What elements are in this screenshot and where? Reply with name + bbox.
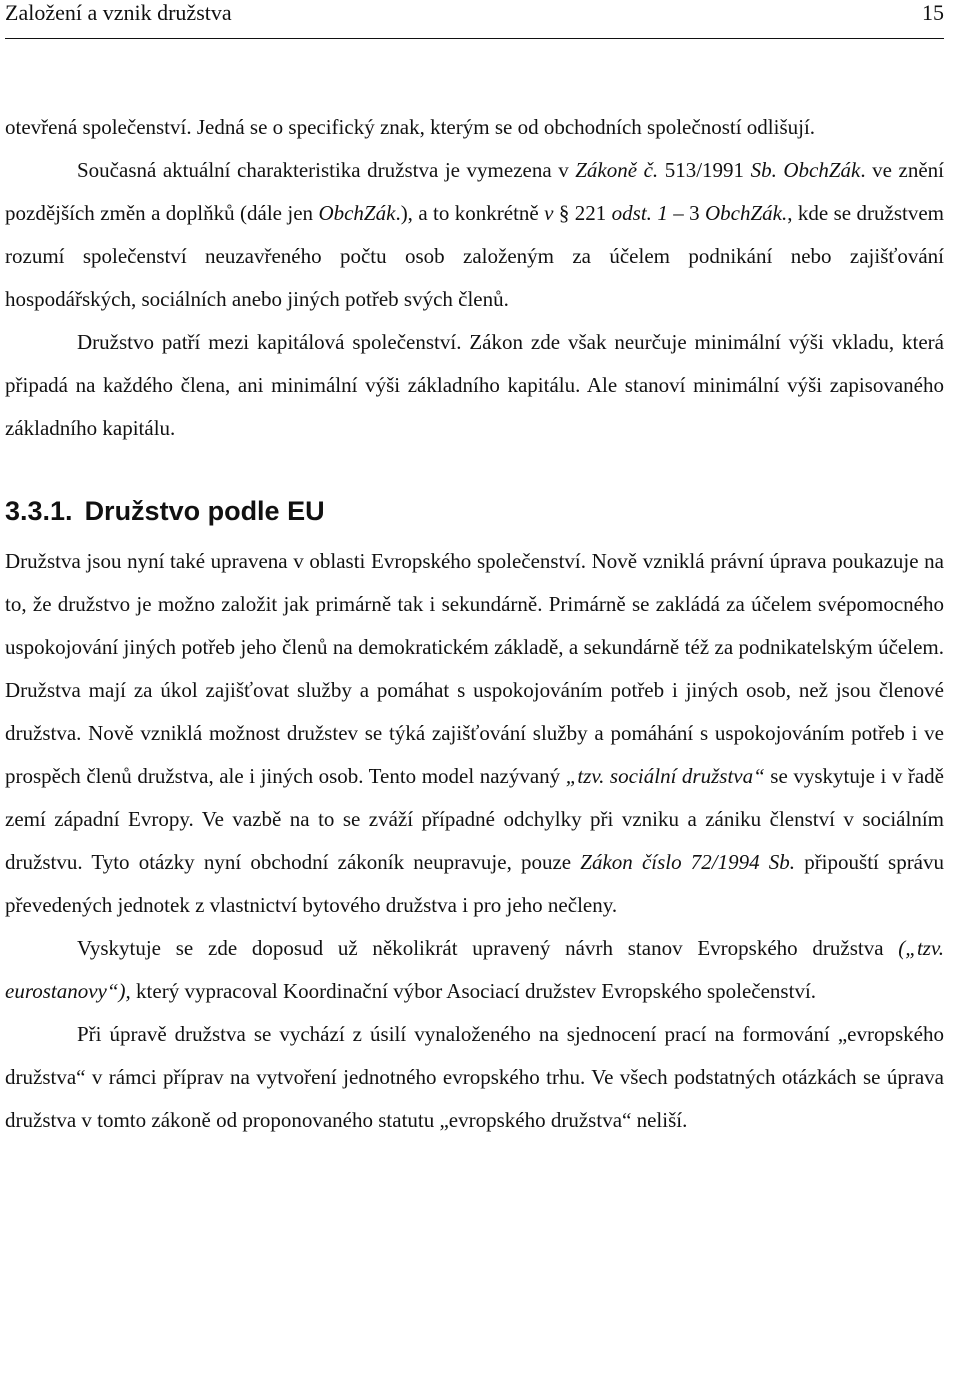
header-divider [5,38,944,39]
section-number: 3.3.1. [5,496,73,526]
paragraph-2 [5,149,944,321]
paragraph-4 [5,540,944,927]
p4-socialni-druzstva: „tzv. sociální družstva“ [565,764,765,788]
p4-text-e: připouští správu převedených jednotek z vlastnictví bytového družstva i pro jeho nečleny. [5,850,945,917]
p5-text-a: Vyskytuje se zde doposud už několikrát upravený návrh stanov Evropského družstva [77,936,899,960]
running-header [5,0,944,26]
p2-text-m: , kde se družstvem rozumí společenství neuzavřeného počtu osob založeným za účelem podnikání nebo zajišťování hospodářských, sociálních anebo jiných potřeb svých členů. [5,201,944,311]
p2-zakone: Zákoně č. [575,158,659,182]
p2-sb-obchzak: Sb. ObchZák [750,158,861,182]
p2-obchzak: ObchZák [318,201,396,225]
paragraph-1: otevřená společenství. Jedná se o specifický znak, kterým se od obchodních společností odlišují. [5,115,816,139]
p5-text-c: který vypracoval Koordinační výbor Asociací družstev Evropského společenství. [130,979,817,1003]
p4-zakon-72: Zákon číslo 72/1994 Sb. [580,850,796,874]
p2-paragraph-ref: § 221 [553,201,612,225]
p2-text-a: Současná aktuální charakteristika družstva je vymezena v [77,158,576,182]
paragraph-5 [5,927,944,1013]
p2-text-c: 513/1991 [658,158,751,182]
section-title: Družstvo podle EU [84,496,325,526]
p5-eurostanovy: („tzv. eurostanovy“), [5,936,944,1003]
p2-text-g: .), a to konkrétně [395,201,545,225]
p2-three: 3 [689,201,700,225]
p4-text-a: Družstva jsou nyní také upravena v oblasti Evropského společenství. Nově vzniklá právní úprava poukazuje na to, že družstvo je možno založit jak primárně tak i sekundárně. Primárně se zakládá za účelem svépomocného uspokojování jiných potřeb jeho členů na demokratickém základě, a sekundárně též za podnikatelským účelem. Družstva mají za úkol zajišťovat služby a pomáhat s uspokojováním potřeb i jiných osob, než jsou členové družstva. Nově vzniklá možnost družstev se týká zajišťování služby a pomáhání s uspokojováním potřeb i ve prospěch členů družstva, ale i jiných osob. Tento model nazývaný [5,549,944,788]
page-content [5,106,944,1142]
p2-v: v [544,201,554,225]
p2-text-e: . ve znění pozdějších změn a doplňků (dále jen [5,158,944,225]
p4-text-c: se vyskytuje i v řadě zemí západní Evropy. Ve vazbě na to se zváží případné odchylky při vzniku a zániku členství v sociálním družstvu. Tyto otázky nyní obchodní zákoník neupravuje, pouze [5,764,945,874]
p2-odst: odst. 1 – [611,201,690,225]
paragraph-6: Při úpravě družstva se vychází z úsilí vynaloženého na sjednocení prací na formování „evropského družstva“ v rámci příprav na vytvoření jednotného evropského trhu. Ve všech podstatných otázkách se úprava družstva v tomto zákoně od proponovaného statutu „evropského družstva“ neliší. [5,1022,944,1132]
p2-obchzak-2: ObchZák. [699,201,788,225]
section-heading [5,450,944,540]
header-title: Založení a vznik družstva [5,0,232,25]
page-number: 15 [922,0,944,25]
paragraph-3: Družstvo patří mezi kapitálová společenství. Zákon zde však neurčuje minimální výši vkladu, která připadá na každého člena, ani minimální výši základního kapitálu. Ale stanoví minimální výši zapisovaného základního kapitálu. [5,330,944,440]
